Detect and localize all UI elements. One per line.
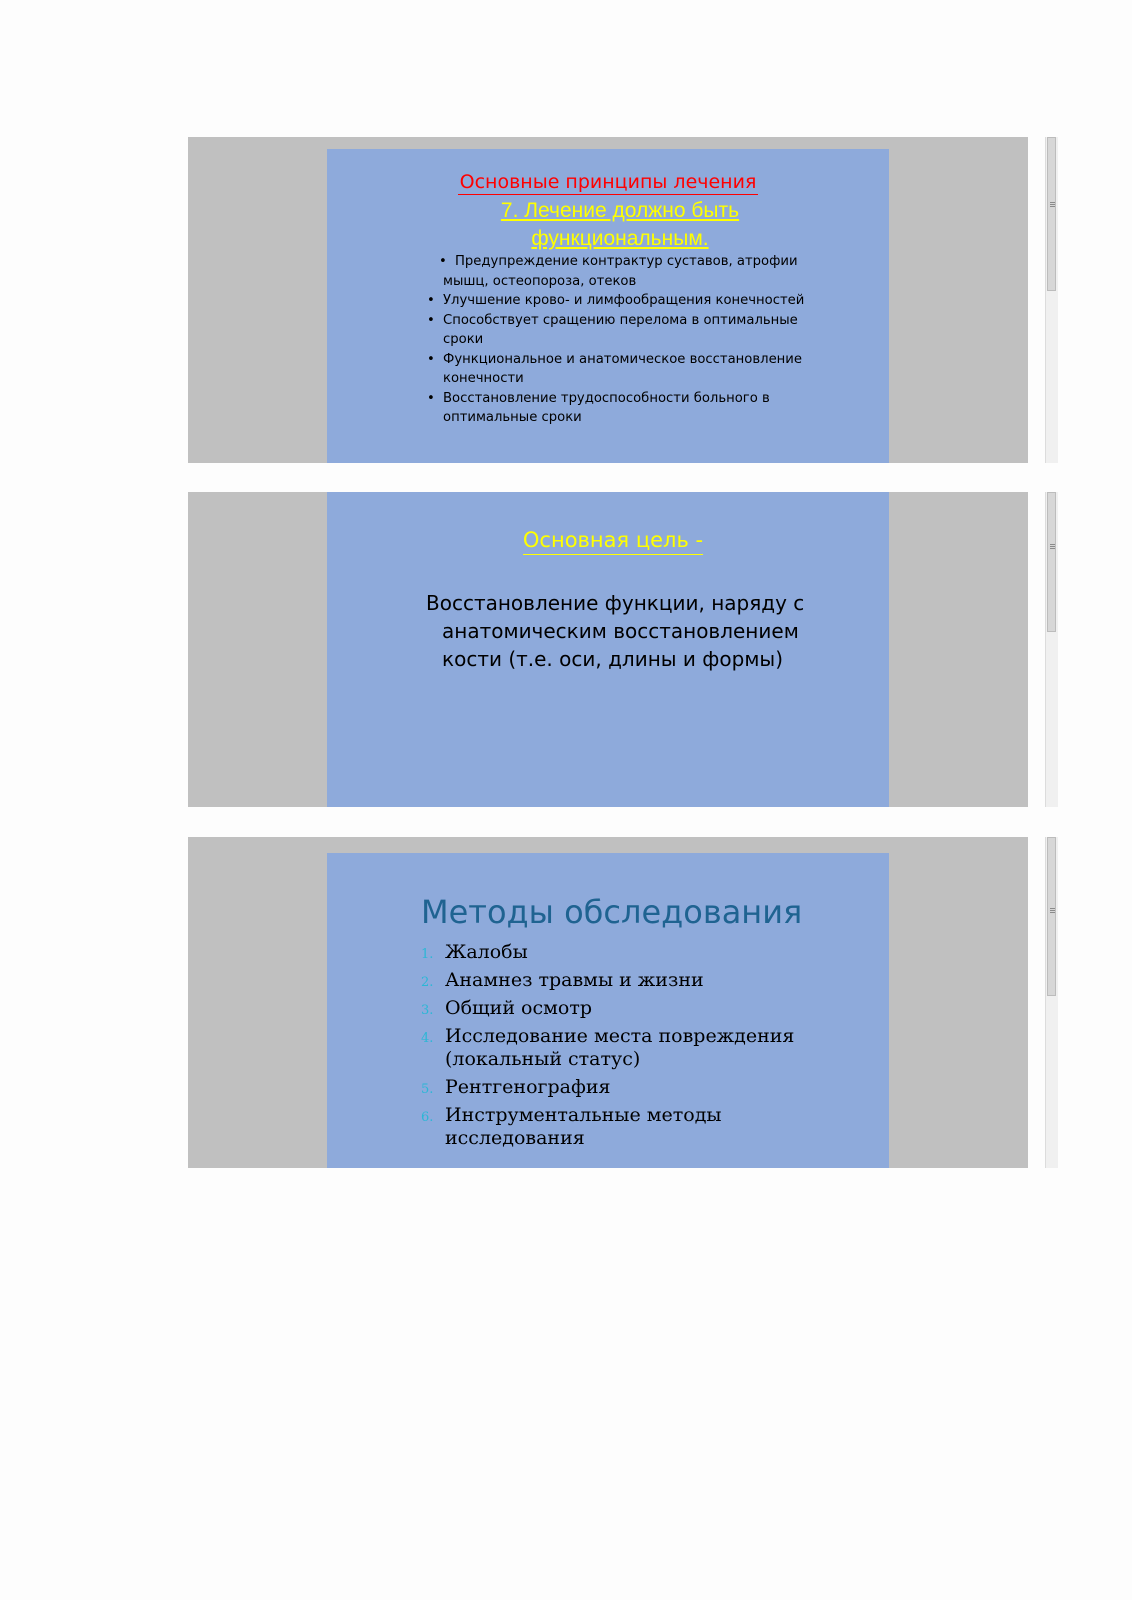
- item-text: Анамнез травмы и жизни: [445, 969, 704, 991]
- scrollbar-thumb[interactable]: [1047, 137, 1056, 291]
- slide-1-bullet-list: [427, 252, 837, 428]
- slide-panel-2: [188, 492, 1028, 807]
- slide-panel-3: [188, 837, 1028, 1168]
- slide-3: [327, 853, 889, 1168]
- item-text: Инструментальные методы исследования: [445, 1104, 722, 1149]
- slide-3-scrollbar[interactable]: [1045, 837, 1058, 1168]
- list-item: [421, 997, 841, 1020]
- item-number: 1.: [421, 947, 434, 962]
- slide-1-scrollbar[interactable]: [1045, 137, 1058, 463]
- item-text: Рентгенография: [445, 1076, 611, 1098]
- grip-icon: [1050, 544, 1055, 549]
- item-text: Исследование места повреждения (локальный статус): [445, 1025, 795, 1070]
- item-text: Общий осмотр: [445, 997, 593, 1019]
- scrollbar-thumb[interactable]: [1047, 837, 1056, 996]
- bullet-item: • Улучшение крово- и лимфообращения конечностей: [427, 291, 837, 311]
- slide-3-title: Методы обследования: [421, 893, 803, 931]
- bullet-item: • Восстановление трудоспособности больного в оптимальные сроки: [427, 389, 837, 428]
- slide-2-title: Основная цель -: [327, 528, 889, 552]
- list-item: [421, 1025, 841, 1071]
- list-item: [421, 941, 841, 964]
- item-number: 2.: [421, 975, 434, 990]
- slide-2-scrollbar[interactable]: [1045, 492, 1058, 807]
- item-text: Жалобы: [445, 941, 528, 963]
- list-item: [421, 969, 841, 992]
- grip-icon: [1050, 908, 1055, 913]
- bullet-item: • Функциональное и анатомическое восстановление конечности: [427, 350, 837, 389]
- grip-icon: [1050, 202, 1055, 207]
- bullet-item: • Способствует сращению перелома в оптимальные сроки: [427, 311, 837, 350]
- item-number: 6.: [421, 1110, 434, 1125]
- scrollbar-thumb[interactable]: [1047, 492, 1056, 632]
- slide-2: [327, 492, 889, 807]
- list-item: [421, 1076, 841, 1099]
- item-number: 3.: [421, 1003, 434, 1018]
- item-number: 5.: [421, 1082, 434, 1097]
- slide-3-numbered-list: [421, 941, 841, 1155]
- list-item: [421, 1104, 841, 1150]
- slide-2-body: Восстановление функции, наряду с анатомическим восстановлением кости (т.е. оси, длины и формы): [426, 591, 805, 671]
- slide-1-title: Основные принципы лечения: [459, 171, 757, 193]
- slide-1: [327, 149, 889, 463]
- item-number: 4.: [421, 1031, 434, 1046]
- slide-panel-1: [188, 137, 1028, 463]
- bullet-item: • Предупреждение контрактур суставов, атрофии мышц, остеопороза, отеков: [427, 252, 837, 291]
- slide-1-subtitle: 7. Лечение должно быть функциональным.: [500, 199, 740, 250]
